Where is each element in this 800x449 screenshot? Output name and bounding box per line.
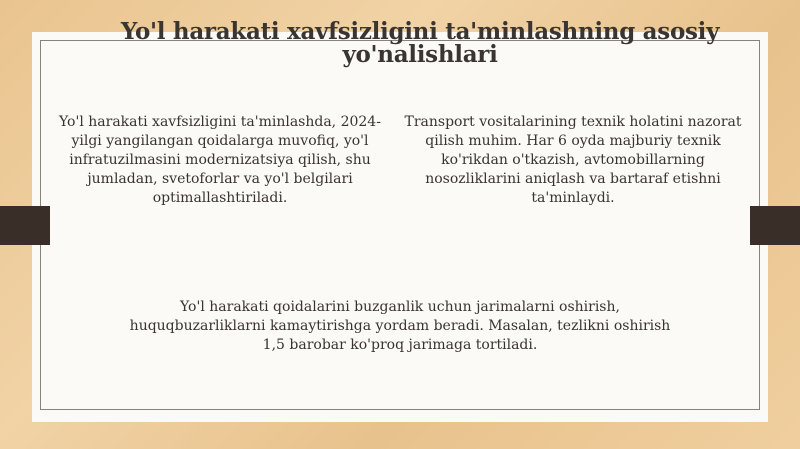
right-decor-tab xyxy=(750,206,800,245)
paragraph-fines: Yo'l harakati qoidalarini buzganlik uchun jarimalarni oshirish, huquqbuzarliklarni kamaytirishga yordam beradi. Masalan, tezlikni oshirish 1,5 barobar ko'proq jarimaga tortiladi. xyxy=(129,299,671,353)
paragraph-vehicle-inspection: Transport vositalarining texnik holatini nazorat qilish muhim. Har 6 oyda majburiy texnik ko'rikdan o'tkazish, avtomobillarning nosozliklarini aniqlash va bartaraf etishni ta'minlaydi. xyxy=(404,114,742,206)
left-decor-tab xyxy=(0,206,50,245)
slide-title: Yo'l harakati xavfsizligini ta'minlashning asosiy yo'nalishlari xyxy=(120,18,720,68)
paragraph-infrastructure: Yo'l harakati xavfsizligini ta'minlashda, 2024-yilgi yangilangan qoidalarga muvofiq, yo'l infratuzilmasini modernizatsiya qilish, shu jumladan, svetoforlar va yo'l belgilari optimallashtiriladi. xyxy=(59,114,381,206)
